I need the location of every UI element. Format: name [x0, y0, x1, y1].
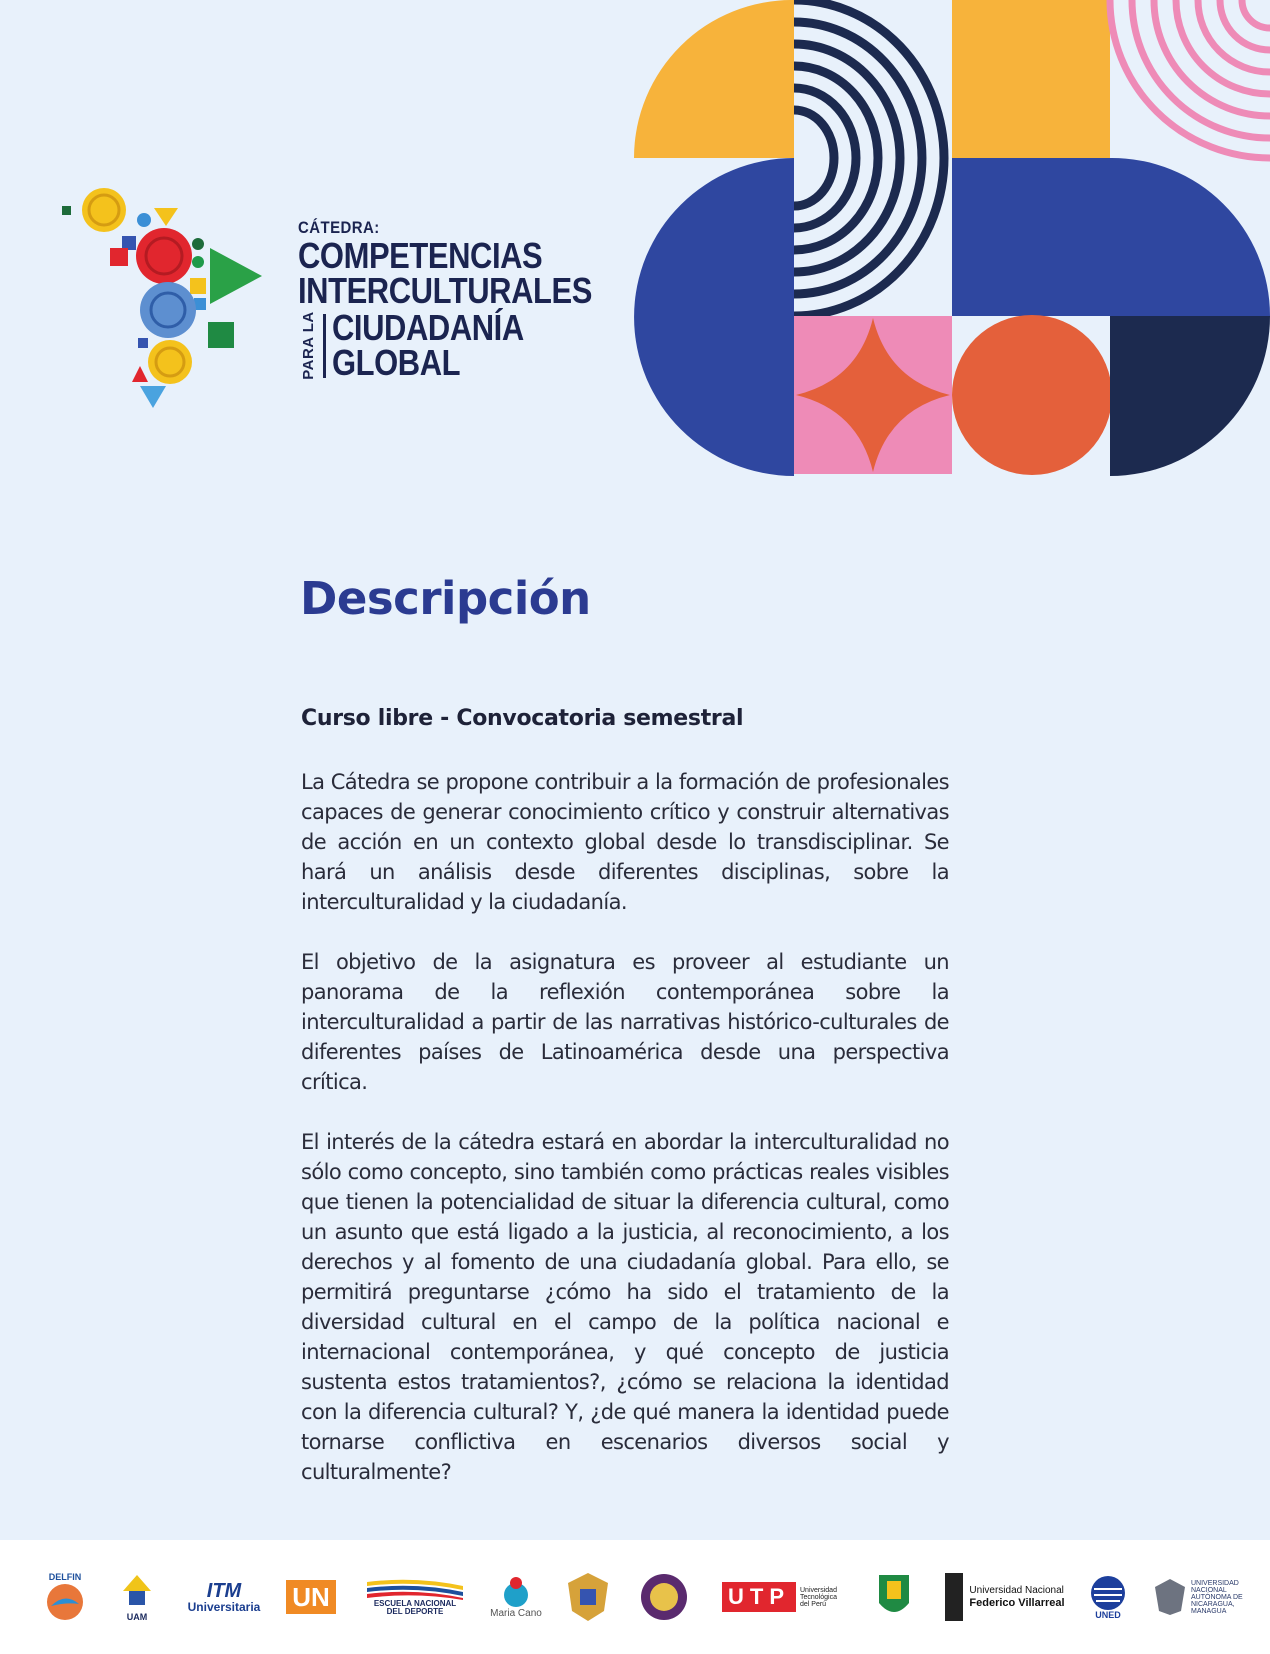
delfin-logo — [40, 1560, 90, 1634]
art-yellow-square — [952, 0, 1110, 158]
art-navy-quarter — [1110, 316, 1270, 476]
catedra-emblem — [58, 186, 268, 416]
uned-logo — [1088, 1560, 1128, 1634]
uned-label: UNED — [1095, 1609, 1121, 1620]
crest-logo-1 — [560, 1560, 616, 1634]
delfin-icon — [45, 1582, 85, 1622]
wordmark-block — [298, 307, 618, 383]
art-blue-half-right — [952, 158, 1270, 316]
paragraph-3: El interés de la cátedra estará en abordar la interculturalidad no sólo como concepto, sino también como prácticas reales visibles que tienen la potencialidad de situar la diferencia cultural, como un asunto que está ligado a la justicia, al reconocimiento, a los derechos y al fomento de una ciudadanía global. Para ello, se permitirá preguntarse ¿cómo ha sido el tratamiento de la diversidad cultural en el campo de la política nacional e internacional contemporánea, y qué concepto de justicia sustenta estos tratamientos?, ¿cómo se relaciona la identidad con la diferencia cultural? Y, ¿de qué manera la identidad puede tornarse conflictiva en escenarios diversos social y culturalmente? — [301, 1130, 949, 1484]
crest-icon — [564, 1571, 612, 1623]
unfv-label-top: Universidad Nacional — [969, 1584, 1064, 1596]
description-body — [301, 767, 949, 1517]
unfv-logo — [940, 1560, 1070, 1634]
shield-icon — [877, 1573, 911, 1621]
mariacano-label: Maria Cano — [490, 1608, 542, 1619]
art-orange-circle — [952, 315, 1112, 475]
art-yellow-quarter — [634, 0, 794, 158]
shield-logo — [874, 1560, 914, 1634]
wordmark-vertical: PARA LA — [299, 310, 317, 380]
un-mark: UN — [286, 1580, 336, 1614]
un-logo — [286, 1560, 336, 1634]
endeporte-logo — [360, 1560, 470, 1634]
course-subtitle: Curso libre - Convocatoria semestral — [301, 706, 744, 731]
itm-logo — [184, 1560, 264, 1634]
crest-logo-2 — [636, 1560, 692, 1634]
itm-label: Universitaria — [187, 1600, 261, 1614]
unan-icon — [1153, 1577, 1187, 1617]
wordmark-vertical-wrap — [298, 310, 318, 380]
catedra-wordmark — [298, 218, 618, 383]
seal-icon — [639, 1572, 689, 1622]
wordmark-divider — [323, 314, 326, 378]
art-pink-arcs — [1110, 0, 1270, 158]
wordmark-line-2: INTERCULTURALES — [298, 270, 592, 311]
utp-mark: UTP — [722, 1582, 796, 1612]
delfin-label: DELFIN — [48, 1571, 82, 1582]
wordmark-line-4: GLOBAL — [332, 342, 461, 383]
section-heading: Descripción — [300, 572, 591, 625]
uned-icon — [1090, 1575, 1126, 1611]
unfv-emblem — [945, 1573, 963, 1621]
uam-logo — [112, 1560, 162, 1634]
partner-logos-bar — [0, 1540, 1270, 1654]
geometric-artwork — [634, 0, 1270, 476]
endeporte-label: ESCUELA NACIONAL DEL DEPORTE — [373, 1599, 457, 1616]
mariacano-logo — [488, 1560, 544, 1634]
utp-label: Universidad Tecnológica del Perú — [800, 1586, 837, 1608]
utp-logo — [716, 1560, 846, 1634]
unan-label: UNIVERSIDAD NACIONAL AUTÓNOMA DE NICARAGUA, MANAGUA — [1191, 1579, 1243, 1615]
itm-mark: ITM — [206, 1580, 242, 1602]
art-blue-half-left — [634, 158, 794, 476]
uam-icon — [119, 1573, 155, 1613]
wordmark-prefix: CÁTEDRA: — [298, 218, 380, 237]
unan-logo — [1150, 1560, 1250, 1634]
endeporte-stripes — [365, 1578, 465, 1600]
unfv-label-bottom: Federico Villarreal — [969, 1596, 1065, 1609]
paragraph-1: La Cátedra se propone contribuir a la formación de profesionales capaces de generar conocimiento crítico y construir alternativas de acción en un contexto global desde lo transdisciplinar. Se hará un análisis desde diferentes disciplinas, sobre la interculturalidad y la ciudadanía. — [301, 770, 949, 914]
uam-label: UAM — [126, 1611, 148, 1622]
wordmark-line-3: CIUDADANÍA — [332, 307, 524, 348]
paragraph-2: El objetivo de la asignatura es proveer al estudiante un panorama de la reflexión contemporánea sobre la interculturalidad a partir de las narrativas histórico-culturales de diferentes países de Latinoamérica desde una perspectiva crítica. — [301, 950, 949, 1094]
mariacano-icon — [501, 1575, 531, 1609]
wordmark-line-1: COMPETENCIAS — [298, 235, 543, 276]
